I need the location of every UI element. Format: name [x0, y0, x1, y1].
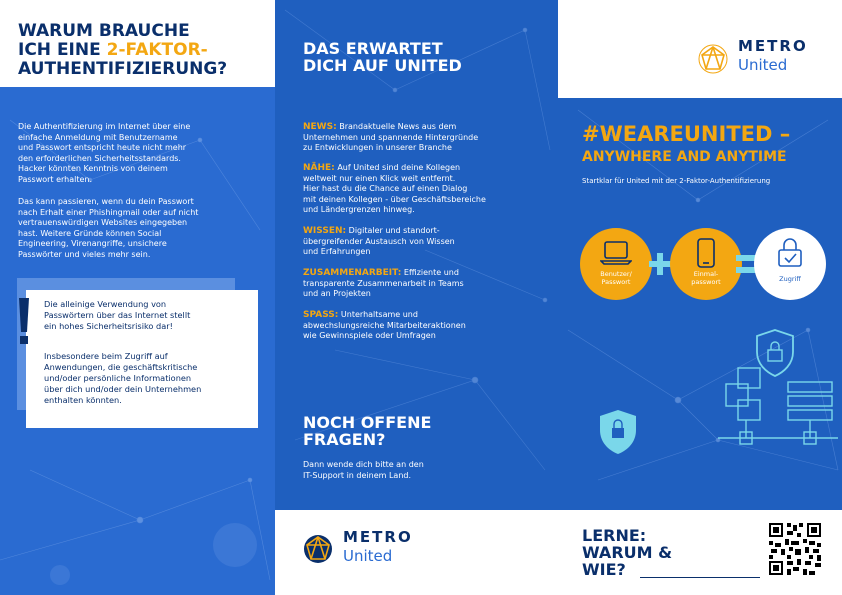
cta-line: WARUM &: [582, 543, 673, 562]
text-line: Brandaktuelle News aus dem: [336, 122, 457, 131]
feature-item-spass: [303, 310, 523, 342]
title-line: [18, 41, 263, 60]
text-line: und Passwort entspricht heute nicht mehr: [18, 143, 187, 152]
feature-item-naehe: [303, 163, 523, 216]
text-line: Hacker könnten Kenntnis von deinem: [18, 164, 168, 173]
exclamation-icon: [17, 298, 31, 346]
cta-line: WIE?: [582, 560, 626, 579]
text-line: Anwendungen, die geschäftskritische: [44, 362, 198, 372]
text-line: vertrauenswürdigen Websites eingegeben: [18, 218, 188, 227]
metro-globe-logo-icon: [303, 534, 333, 564]
panel-title: [18, 22, 263, 79]
text-line: ein hohes Sicherheitsrisiko dar!: [44, 321, 173, 331]
lock-check-icon: [776, 236, 804, 268]
text-line: und Ländergrenzen hinweg.: [303, 205, 415, 214]
text-line: und/oder persönliche Informationen: [44, 373, 192, 383]
logo-subbrand: United: [343, 547, 393, 565]
step-credentials: [580, 228, 652, 300]
text-line: nach Erhalt einer Phishingmail oder auf nicht: [18, 207, 199, 217]
feature-item-news: [303, 122, 523, 154]
step-one-time-password: [670, 228, 742, 300]
cta-line: LERNE:: [582, 526, 647, 545]
title-line: WARUM BRAUCHE: [18, 21, 190, 41]
text-line: mit deinen Kollegen - über Geschäftsbereiche: [303, 194, 486, 204]
text-line: Engineering, Virenangriffe, unsichere: [18, 239, 167, 248]
feature-key: SPASS:: [303, 310, 339, 320]
title-line: DAS ERWARTET: [303, 39, 443, 58]
text-line: Auf United sind deine Kollegen: [334, 163, 461, 172]
questions-text: [303, 460, 523, 481]
step-label-line: Zugriff: [779, 275, 801, 283]
step-access: [754, 228, 826, 300]
security-illustration: [588, 320, 842, 470]
laptop-icon: [600, 240, 632, 266]
text-line: Hier hast du die Chance auf einen Dialog: [303, 184, 468, 193]
title-text: ICH EINE: [18, 40, 107, 60]
text-line: Effiziente und: [401, 268, 459, 277]
text-line: über dich und/oder dein Unternehmen: [44, 384, 202, 394]
tagline: Startklar für United mit der 2-Faktor-Authentifizierung: [582, 177, 771, 185]
text-line: Das kann passieren, wenn du dein Passwort: [18, 197, 194, 206]
title-line: AUTHENTIFIZIERUNG?: [18, 59, 228, 79]
text-line: abwechslungsreiche Mitarbeiteraktionen: [303, 320, 466, 330]
panel-cover: [558, 0, 842, 595]
text-line: weltweit nur einen Klick weit entfernt.: [303, 173, 456, 183]
step-label: [754, 275, 826, 283]
text-line: Unterhaltsame und: [338, 310, 418, 319]
feature-key: NEWS:: [303, 122, 337, 132]
text-line: enthalten könnten.: [44, 395, 122, 405]
metro-globe-logo-icon: [698, 44, 728, 74]
logo-subbrand: United: [738, 56, 788, 74]
section-title: [303, 40, 543, 74]
panel-why: [0, 0, 275, 595]
plus-icon: [649, 253, 671, 275]
logo-wordmark: METRO: [738, 37, 808, 55]
feature-key: ZUSAMMENARBEIT:: [303, 268, 402, 278]
questions-title: [303, 414, 543, 448]
text-line: Dann wende dich bitte an den: [303, 460, 424, 469]
text-line: wie Gewinnspiele oder Umfragen: [303, 331, 436, 340]
text-line: und Erfahrungen: [303, 247, 371, 256]
panel-what-to-expect: [275, 0, 558, 595]
text-line: Passwörter und vieles mehr sein.: [18, 249, 151, 259]
feature-key: WISSEN:: [303, 226, 347, 236]
title-line: DICH AUF UNITED: [303, 56, 462, 75]
text-line: Digitaler und standort-: [346, 226, 440, 235]
hashtag-headline: #WEAREUNITED –: [582, 122, 791, 146]
step-label-line: Einmal-: [693, 270, 719, 278]
learn-cta: [582, 527, 672, 578]
text-line: Die Authentifizierung im Internet über eine: [18, 122, 191, 131]
cta-underline: [640, 577, 760, 578]
feature-item-wissen: [303, 226, 523, 258]
logo-wordmark: METRO: [343, 528, 413, 546]
step-label: [580, 270, 652, 286]
text-line: übergreifender Austausch von Wissen: [303, 236, 455, 246]
feature-key: NÄHE:: [303, 163, 335, 173]
text-line: Unternehmen und spannende Hintergründe: [303, 132, 479, 142]
subheadline: ANYWHERE AND ANYTIME: [582, 149, 787, 165]
intro-paragraph: [18, 122, 228, 185]
text-line: hast. Weitere Gründe können Social: [18, 228, 162, 238]
feature-item-zusammenarbeit: [303, 268, 523, 300]
smartphone-icon: [696, 238, 716, 268]
callout-detail-text: [44, 351, 244, 406]
text-line: transparente Zusammenarbeit in Teams: [303, 278, 464, 288]
text-line: den erforderlichen Sicherheitsstandards.: [18, 153, 181, 163]
text-line: einfache Anmeldung mit Benutzername: [18, 132, 178, 142]
text-line: zu Entwicklungen in unserer Branche: [303, 143, 452, 152]
footer-band: [275, 510, 558, 595]
text-line: Die alleinige Verwendung von: [44, 299, 167, 309]
text-line: Passwörtern über das Internet stellt: [44, 310, 191, 320]
title-line: FRAGEN?: [303, 430, 386, 449]
title-accent: 2-FAKTOR-: [106, 40, 208, 60]
title-line: NOCH OFFENE: [303, 413, 432, 432]
reasons-paragraph: [18, 197, 228, 260]
step-label-line: passwort: [691, 278, 721, 286]
text-line: IT-Support in deinem Land.: [303, 470, 412, 480]
qr-code-icon[interactable]: [767, 521, 823, 577]
text-line: Insbesondere beim Zugriff auf: [44, 351, 168, 361]
callout-warning-text: [44, 299, 244, 332]
step-label: [670, 270, 742, 286]
step-label-line: Benutzer/: [600, 270, 632, 278]
text-line: und an Projekten: [303, 289, 371, 298]
text-line: Passwort erhalten.: [18, 174, 93, 184]
step-label-line: Passwort: [601, 278, 631, 286]
header-band: [558, 0, 842, 98]
